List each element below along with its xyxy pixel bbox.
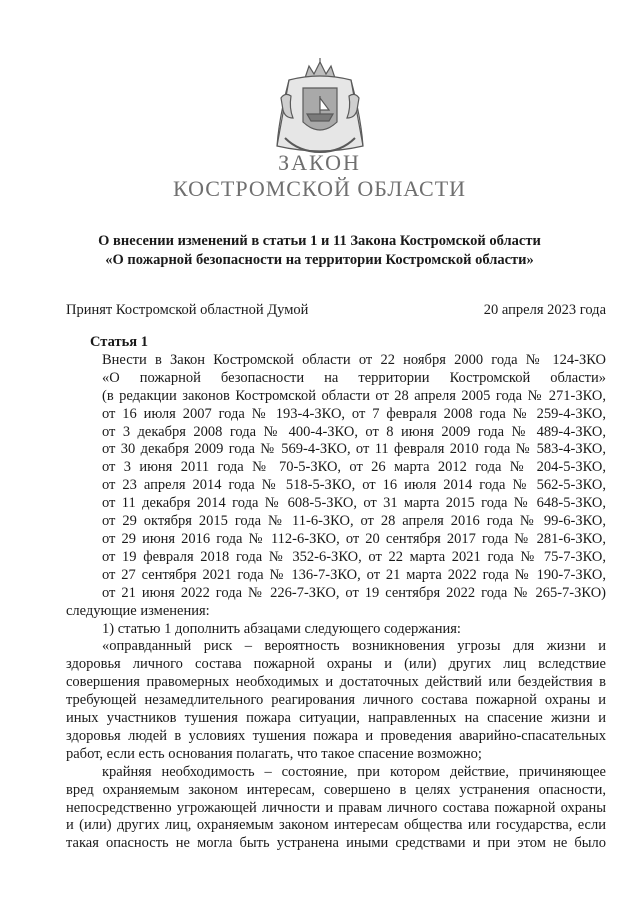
intro-line: от 16 июля 2007 года № 193-4-ЗКО, от 7 февраля 2008 года № 259-4-ЗКО, — [102, 405, 606, 422]
intro-line: от 3 декабря 2008 года № 400-4-ЗКО, от 8 июня 2009 года № 489-4-ЗКО, — [102, 423, 606, 440]
intro-line: от 27 сентября 2021 года № 136-7-ЗКО, от 21 марта 2022 года № 190-7-ЗКО, — [102, 566, 606, 583]
law-title-line-1: ЗАКОН — [278, 150, 361, 175]
intro-line: от 29 октября 2015 года № 11-6-ЗКО, от 28 апреля 2016 года № 99-6-ЗКО, — [102, 513, 606, 530]
intro-line: следующие изменения: — [66, 602, 210, 619]
definition-line: крайняя необходимость – состояние, при котором действие, причиняющее — [102, 763, 606, 780]
intro-line: от 3 июня 2011 года № 70-5-ЗКО, от 26 марта 2012 года № 204-5-ЗКО, — [102, 459, 606, 476]
definition-justified-risk — [66, 638, 606, 763]
intro-line: от 19 февраля 2018 года № 352-6-ЗКО, от 22 марта 2021 года № 75-7-ЗКО, — [102, 548, 606, 565]
law-title-line-2: КОСТРОМСКОЙ ОБЛАСТИ — [172, 176, 467, 201]
intro-line: от 30 декабря 2009 года № 569-4-ЗКО, от 11 февраля 2010 года № 583-4-ЗКО, — [102, 441, 606, 458]
definition-line: непосредственно угрожающей личности и правам личного состава пожарной охраны — [66, 799, 606, 816]
coat-of-arms-emblem — [259, 58, 381, 158]
definition-line: такая опасность не могла быть устранена иными средствами и при этом не было — [66, 835, 606, 852]
item-1 — [66, 621, 606, 639]
law-subject-line-2: «О пожарной безопасности на территории Костромской области» — [105, 252, 534, 268]
article-title: Статья 1 — [90, 334, 148, 350]
definition-extreme-necessity — [66, 764, 606, 854]
definition-line: требующей незамедлительного реагирования личного состава пожарной охраны и — [66, 692, 606, 709]
adopted-by: Принят Костромской областной Думой — [66, 302, 309, 318]
intro-line: от 29 июня 2016 года № 112-6-ЗКО, от 20 сентября 2017 года № 281-6-ЗКО, — [102, 530, 606, 547]
intro-line: Внести в Закон Костромской области от 22 ноября 2000 года № 124-ЗКО — [102, 351, 606, 368]
definition-line: совершения правомерных необходимых и достаточных действий или бездействия в — [66, 674, 606, 691]
definition-line: «оправданный риск – вероятность возникновения угрозы для жизни и — [102, 638, 606, 655]
intro-line: от 23 апреля 2014 года № 518-5-ЗКО, от 16 июля 2014 года № 562-5-ЗКО, — [102, 477, 606, 494]
intro-line: «О пожарной безопасности на территории Костромской области» — [102, 369, 606, 386]
definition-line: работ, если есть основания полагать, что такое спасение возможно; — [66, 745, 482, 762]
article-1 — [66, 334, 606, 853]
definition-line: здоровья людей в условиях тушения пожара и проведения аварийно-спасательных — [66, 727, 606, 744]
definition-line: здоровья личного состава пожарной охраны и (или) других лиц вследствие — [66, 656, 606, 673]
definition-line: вред охраняемым законом интересам, совершено в целях устранения опасности, — [66, 781, 606, 798]
item-1-line: 1) статью 1 дополнить абзацами следующего содержания: — [102, 620, 461, 637]
intro-line: от 11 декабря 2014 года № 608-5-ЗКО, от 31 марта 2015 года № 648-5-ЗКО, — [102, 495, 606, 512]
definition-line: иных участников тушения пожара ситуации, направленных на спасение жизни и — [66, 710, 606, 727]
intro-line: (в редакции законов Костромской области от 28 апреля 2005 года № 271-ЗКО, — [102, 387, 606, 404]
article-intro-paragraph — [66, 352, 606, 621]
adoption-line — [66, 302, 606, 319]
adoption-date: 20 апреля 2023 года — [483, 302, 606, 318]
intro-line: от 21 июня 2022 года № 226-7-ЗКО, от 19 сентября 2022 года № 265-7-ЗКО) — [102, 584, 606, 601]
definition-line: и (или) других лиц, охраняемым законом интересам общества или государства, если — [66, 817, 606, 834]
law-subject-line-1: О внесении изменений в статьи 1 и 11 Закона Костромской области — [98, 233, 541, 249]
